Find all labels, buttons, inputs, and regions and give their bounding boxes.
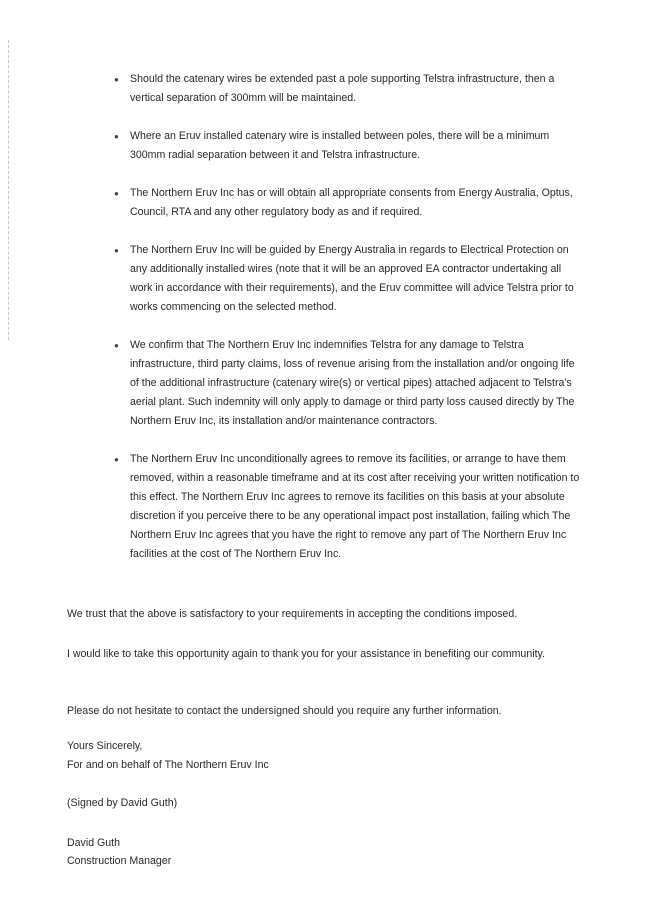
- list-item: [114, 241, 584, 317]
- behalf-line: For and on behalf of The Northern Eruv Inc: [67, 759, 269, 771]
- list-item-text: Should the catenary wires be extended past a pole supporting Telstra infrastructure, then a vertical separation of 300mm will be maintained.: [130, 73, 555, 104]
- contact-paragraph: Please do not hesitate to contact the undersigned should you require any further information.: [67, 705, 502, 717]
- bullet-icon: ●: [114, 246, 119, 255]
- closing-line: Yours Sincerely,: [67, 740, 143, 752]
- bullet-icon: ●: [114, 189, 119, 198]
- list-item: [114, 336, 584, 431]
- bullet-icon: ●: [114, 132, 119, 141]
- list-item-text: The Northern Eruv Inc will be guided by Energy Australia in regards to Electrical Protection on any additionally installed wires (note that it will be an approved EA contractor undertaking all work in accordance with their requirements), and the Eruv committee will advice Telstra prior to works commencing on the selected method.: [130, 244, 574, 313]
- bullet-icon: ●: [114, 75, 119, 84]
- list-item-text: The Northern Eruv Inc has or will obtain all appropriate consents from Energy Australia, Optus, Council, RTA and any other regulatory body as and if required.: [130, 187, 573, 218]
- list-item: [114, 127, 584, 165]
- list-item-text: Where an Eruv installed catenary wire is installed between poles, there will be a minimum 300mm radial separation between it and Telstra infrastructure.: [130, 130, 550, 161]
- list-item-text: The Northern Eruv Inc unconditionally agrees to remove its facilities, or arrange to have them removed, within a reasonable timeframe and at its cost after receiving your written notification to this effect. The Northern Eruv Inc agrees to remove its facilities on this basis at your absolute discretion if you perceive there to be any operational impact post installation, failing which The Northern Eruv Inc agrees that you have the right to remove any part of The Northern Eruv Inc facilities at the cost of The Northern Eruv Inc.: [130, 453, 580, 560]
- signature-note: (Signed by David Guth): [67, 797, 178, 809]
- list-item-text: We confirm that The Northern Eruv Inc indemnifies Telstra for any damage to Telstra infrastructure, third party claims, loss of revenue arising from the installation and/or ongoing life of the additional infrastructure (catenary wire(s) or vertical pipes) attached adjacent to Telstra's aerial plant. Such indemnity will only apply to damage or third party loss caused directly by The Northern Eruv Inc, its installation and/or maintenance contractors.: [130, 339, 575, 427]
- signatory-name: David Guth: [67, 837, 120, 849]
- list-item: [114, 450, 584, 564]
- list-item: [114, 184, 584, 222]
- signatory-title: Construction Manager: [67, 855, 172, 867]
- bullet-icon: ●: [114, 341, 119, 350]
- conditions-list: [114, 70, 584, 583]
- list-item: [114, 70, 584, 108]
- thanks-paragraph: I would like to take this opportunity again to thank you for your assistance in benefiting our community.: [67, 648, 545, 660]
- bullet-icon: ●: [114, 455, 119, 464]
- trust-paragraph: We trust that the above is satisfactory to your requirements in accepting the conditions imposed.: [67, 608, 518, 620]
